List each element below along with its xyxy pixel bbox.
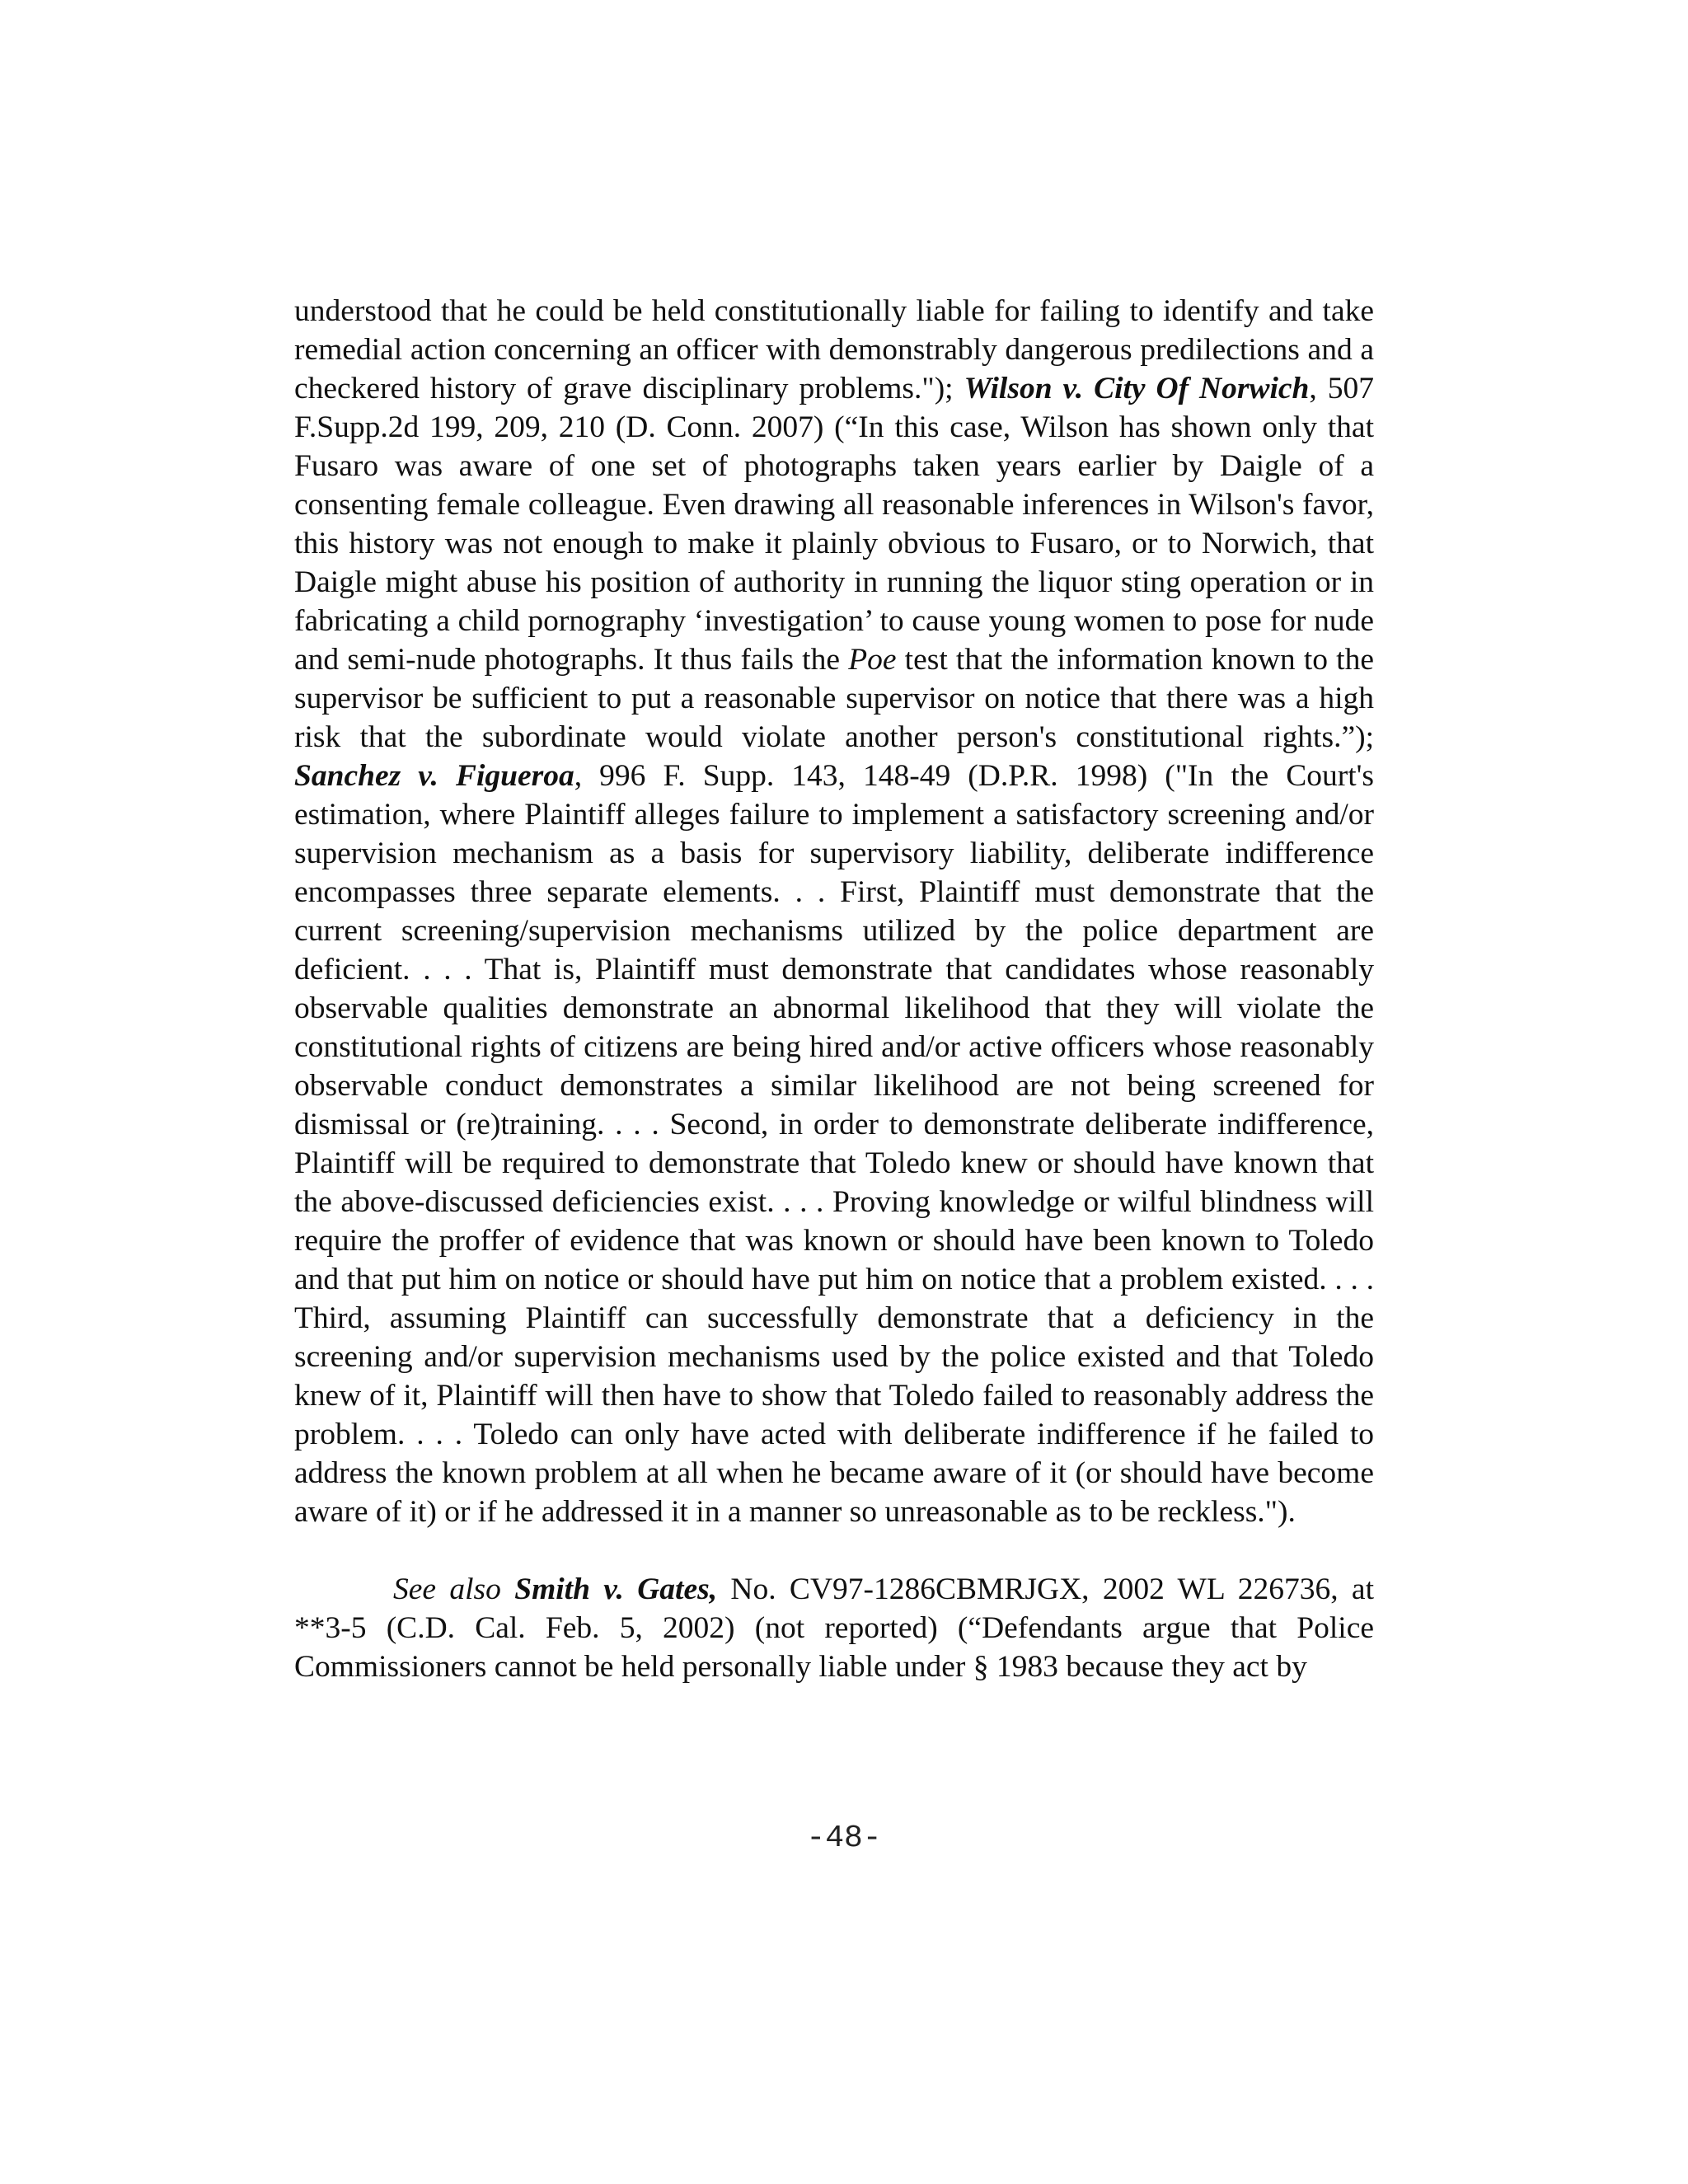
- case-name-sanchez: Sanchez v. Figueroa: [294, 759, 574, 793]
- case-name-poe: Poe: [848, 643, 897, 677]
- paragraph-see-also: [294, 1570, 1374, 1686]
- text-segment: test that the information known to the supervisor be sufficient to put a reasonable supervisor on notice that there was a high risk that the subordinate would violate another person's constitutional rights.”);: [294, 643, 1374, 754]
- text-segment: , 996 F. Supp. 143, 148-49 (D.P.R. 1998) ("In the Court's estimation, where Plaintiff alleges failure to implement a satisfactory screening and/or supervision mechanism as a basis for supervisory liability, deliberate indifference encompasses three separate elements. . . First, Plaintiff must demonstrate that the current screening/supervision mechanisms utilized by the police department are deficient. . . . That is, Plaintiff must demonstrate that candidates whose reasonably observable qualities demonstrate an abnormal likelihood that they will violate the constitutional rights of citizens are being hired and/or active officers whose reasonably observable conduct demonstrates a similar likelihood are not being screened for dismissal or (re)training. . . . Second, in order to demonstrate deliberate indifference, Plaintiff will be required to demonstrate that Toledo knew or should have known that the above-discussed deficiencies exist. . . . Proving knowledge or wilful blindness will require the proffer of evidence that was known or should have been known to Toledo and that put him on notice or should have put him on notice that a problem existed. . . . Third, assuming Plaintiff can successfully demonstrate that a deficiency in the screening and/or supervision mechanisms used by the police existed and that Toledo knew of it, Plaintiff will then have to show that Toledo failed to reasonably address the problem. . . . Toledo can only have acted with deliberate indifference if he failed to address the known problem at all when he became aware of it (or should have become aware of it) or if he addressed it in a manner so unreasonable as to be reckless.").: [294, 759, 1374, 1529]
- document-body: [294, 292, 1374, 1686]
- paragraph-case-citations: [294, 292, 1374, 1531]
- citation-signal: See also: [393, 1572, 501, 1606]
- page-number: -48-: [806, 1821, 882, 1856]
- text-segment: , 507 F.Supp.2d 199, 209, 210 (D. Conn. 2007) (“In this case, Wilson has shown only that Fusaro was aware of one set of photographs taken years earlier by Daigle of a consenting female colleague. Even drawing all reasonable inferences in Wilson's favor, this history was not enough to make it plainly obvious to Fusaro, or to Norwich, that Daigle might abuse his position of authority in running the liquor sting operation or in fabricating a child pornography ‘investigation’ to cause young women to pose for nude and semi-nude photographs. It thus fails the: [294, 372, 1374, 677]
- case-name-wilson: Wilson v. City Of Norwich: [964, 372, 1310, 405]
- case-name-smith: Smith v. Gates,: [514, 1572, 718, 1606]
- text-segment: understood that he could be held constitutionally liable for failing to identify and take remedial action concerning an officer with demonstrably dangerous predilections and a checkered history of grave disciplinary problems.");: [294, 294, 1374, 405]
- text-segment: No. CV97-1286CBMRJGX, 2002 WL 226736, at **3-5 (C.D. Cal. Feb. 5, 2002) (not reported) (“Defendants argue that Police Commissioners cannot be held personally liable under § 1983 because they act by: [294, 1572, 1374, 1684]
